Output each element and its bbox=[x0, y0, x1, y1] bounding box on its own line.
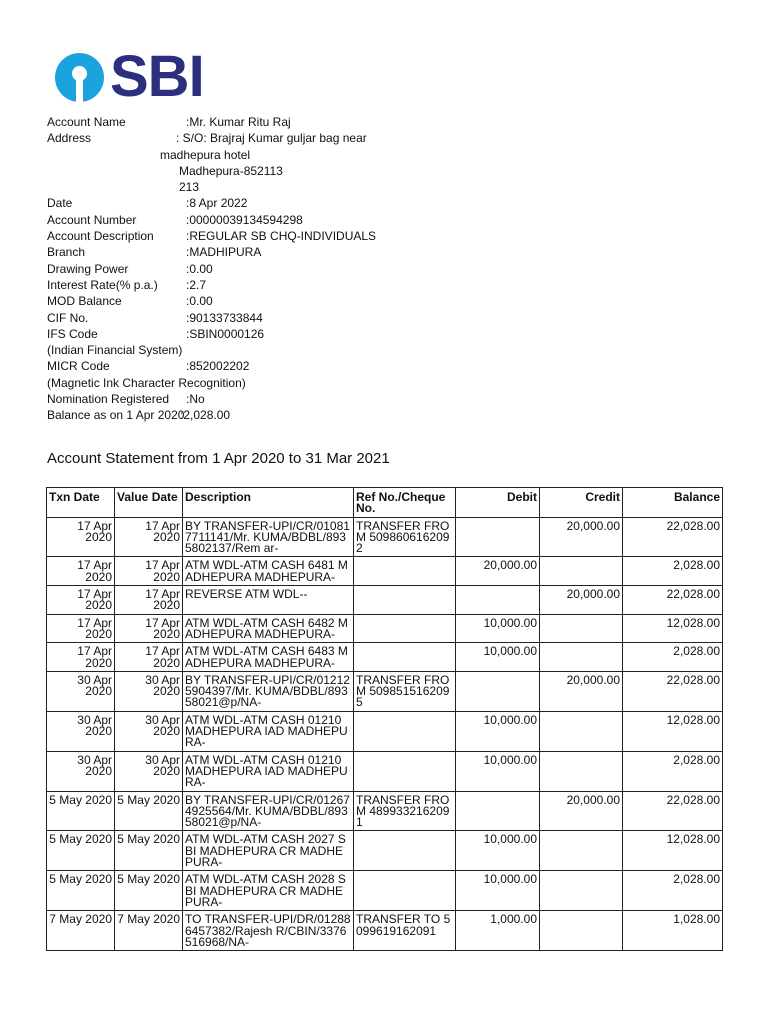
table-row bbox=[47, 586, 723, 615]
cell-debit bbox=[456, 791, 540, 831]
address-line-1: : S/O: Brajraj Kumar guljar bag near bbox=[176, 131, 367, 146]
table-row bbox=[47, 671, 723, 711]
cell-txn-date: 7 May 2020 bbox=[47, 911, 115, 951]
cell-credit bbox=[540, 643, 623, 672]
cell-value-date: 5 May 2020 bbox=[115, 871, 183, 911]
cell-credit: 20,000.00 bbox=[540, 791, 623, 831]
cell-balance: 1,028.00 bbox=[623, 911, 723, 951]
cell-description: ATM WDL-ATM CASH 6481 MADHEPURA MADHEPURA- bbox=[183, 557, 354, 586]
cell-debit bbox=[456, 671, 540, 711]
nomination-value: :No bbox=[186, 392, 205, 407]
cell-description: ATM WDL-ATM CASH 01210 MADHEPURA IAD MADHEPURA- bbox=[183, 751, 354, 791]
address-line-3: Madhepura-852113 bbox=[179, 163, 283, 178]
cell-txn-date: 17 Apr 2020 bbox=[47, 517, 115, 557]
cell-description: BY TRANSFER-UPI/CR/012125904397/Mr. KUMA/BDBL/89358021@p/NA- bbox=[183, 671, 354, 711]
cell-credit bbox=[540, 614, 623, 643]
cell-ref bbox=[354, 614, 456, 643]
cell-credit bbox=[540, 911, 623, 951]
cell-txn-date: 17 Apr 2020 bbox=[47, 586, 115, 615]
cell-value-date: 17 Apr 2020 bbox=[115, 557, 183, 586]
account-number-value: :00000039134594298 bbox=[186, 212, 303, 227]
account-name-label: Account Name bbox=[47, 115, 126, 129]
cell-ref bbox=[354, 643, 456, 672]
opening-balance-value: :2,028.00 bbox=[180, 408, 231, 423]
mod-balance-label: MOD Balance bbox=[47, 294, 122, 309]
cell-description: ATM WDL-ATM CASH 01210 MADHEPURA IAD MADHEPURA- bbox=[183, 711, 354, 751]
table-row bbox=[47, 517, 723, 557]
ifs-code-value: :SBIN0000126 bbox=[186, 326, 265, 341]
cell-ref: TRANSFER FROM 5098606162092 bbox=[354, 517, 456, 557]
table-row bbox=[47, 831, 723, 871]
account-name-value: :Mr. Kumar Ritu Raj bbox=[186, 115, 291, 129]
cell-balance: 2,028.00 bbox=[623, 643, 723, 672]
statement-title: Account Statement from 1 Apr 2020 to 31 Mar 2021 bbox=[47, 450, 390, 467]
cell-value-date: 17 Apr 2020 bbox=[115, 517, 183, 557]
mod-balance-value: :0.00 bbox=[186, 294, 213, 309]
cell-credit bbox=[540, 751, 623, 791]
address-label: Address bbox=[47, 131, 92, 146]
cell-balance: 22,028.00 bbox=[623, 586, 723, 615]
sbi-keyhole-icon bbox=[55, 53, 104, 102]
sbi-logo bbox=[55, 44, 204, 109]
cell-description: BY TRANSFER-UPI/CR/010817711141/Mr. KUMA/BDBL/8935802137/Rem ar- bbox=[183, 517, 354, 557]
cif-value: :90133733844 bbox=[186, 310, 263, 325]
cell-ref: TRANSFER FROM 4899332162091 bbox=[354, 791, 456, 831]
cell-balance: 12,028.00 bbox=[623, 614, 723, 643]
nomination-label: Nomination Registered bbox=[47, 392, 170, 407]
ifs-code-label: IFS Code bbox=[47, 326, 98, 341]
cell-ref bbox=[354, 586, 456, 615]
table-row bbox=[47, 791, 723, 831]
micr-code-label: MICR Code bbox=[47, 359, 110, 374]
cell-description: ATM WDL-ATM CASH 2027 SBI MADHEPURA CR MADHEPURA- bbox=[183, 831, 354, 871]
cell-value-date: 30 Apr 2020 bbox=[115, 751, 183, 791]
ifs-note: (Indian Financial System) bbox=[47, 343, 183, 358]
interest-rate-value: :2.7 bbox=[186, 277, 207, 292]
cell-balance: 2,028.00 bbox=[623, 751, 723, 791]
cell-debit: 10,000.00 bbox=[456, 831, 540, 871]
cell-ref: TRANSFER TO 5099619162091 bbox=[354, 911, 456, 951]
cell-balance: 12,028.00 bbox=[623, 831, 723, 871]
cell-value-date: 30 Apr 2020 bbox=[115, 711, 183, 751]
cell-txn-date: 17 Apr 2020 bbox=[47, 643, 115, 672]
cell-balance: 12,028.00 bbox=[623, 711, 723, 751]
cell-value-date: 5 May 2020 bbox=[115, 831, 183, 871]
micr-note: (Magnetic Ink Character Recognition) bbox=[47, 375, 246, 390]
cell-value-date: 30 Apr 2020 bbox=[115, 671, 183, 711]
cell-ref bbox=[354, 711, 456, 751]
cell-txn-date: 30 Apr 2020 bbox=[47, 671, 115, 711]
cell-ref: TRANSFER FROM 5098515162095 bbox=[354, 671, 456, 711]
cell-balance: 22,028.00 bbox=[623, 671, 723, 711]
cell-value-date: 7 May 2020 bbox=[115, 911, 183, 951]
cell-debit bbox=[456, 517, 540, 557]
cell-description: BY TRANSFER-UPI/CR/012674925564/Mr. KUMA/BDBL/89358021@p/NA- bbox=[183, 791, 354, 831]
cell-value-date: 17 Apr 2020 bbox=[115, 586, 183, 615]
cell-txn-date: 5 May 2020 bbox=[47, 791, 115, 831]
cell-txn-date: 30 Apr 2020 bbox=[47, 711, 115, 751]
address-line-2: madhepura hotel bbox=[160, 147, 251, 162]
cell-txn-date: 30 Apr 2020 bbox=[47, 751, 115, 791]
cell-description: TO TRANSFER-UPI/DR/012886457382/Rajesh R/CBIN/3376516968/NA- bbox=[183, 911, 354, 951]
cell-credit bbox=[540, 831, 623, 871]
cell-value-date: 5 May 2020 bbox=[115, 791, 183, 831]
cell-txn-date: 5 May 2020 bbox=[47, 831, 115, 871]
account-description-label: Account Description bbox=[47, 229, 154, 244]
table-row bbox=[47, 711, 723, 751]
cell-credit bbox=[540, 557, 623, 586]
cell-ref bbox=[354, 831, 456, 871]
branch-label: Branch bbox=[47, 245, 86, 260]
header-ref: Ref No./Cheque No. bbox=[354, 488, 456, 518]
account-number-label: Account Number bbox=[47, 212, 137, 227]
cell-ref bbox=[354, 751, 456, 791]
cell-balance: 22,028.00 bbox=[623, 517, 723, 557]
cell-description: REVERSE ATM WDL-- bbox=[183, 586, 354, 615]
date-label: Date bbox=[47, 196, 73, 211]
cell-credit bbox=[540, 711, 623, 751]
cell-debit: 10,000.00 bbox=[456, 871, 540, 911]
cell-balance: 2,028.00 bbox=[623, 557, 723, 586]
cell-debit: 1,000.00 bbox=[456, 911, 540, 951]
interest-rate-label: Interest Rate(% p.a.) bbox=[47, 277, 158, 292]
cell-description: ATM WDL-ATM CASH 6483 MADHEPURA MADHEPURA- bbox=[183, 643, 354, 672]
opening-balance-label: Balance as on 1 Apr 2020 bbox=[47, 408, 185, 423]
table-header-row bbox=[47, 488, 723, 518]
transactions-table bbox=[46, 487, 723, 951]
table-row bbox=[47, 643, 723, 672]
date-value: :8 Apr 2022 bbox=[186, 196, 248, 211]
cell-debit: 10,000.00 bbox=[456, 751, 540, 791]
cell-balance: 2,028.00 bbox=[623, 871, 723, 911]
cell-debit: 10,000.00 bbox=[456, 614, 540, 643]
cell-credit bbox=[540, 871, 623, 911]
header-value-date: Value Date bbox=[115, 488, 183, 518]
cell-credit: 20,000.00 bbox=[540, 517, 623, 557]
cell-debit: 20,000.00 bbox=[456, 557, 540, 586]
drawing-power-value: :0.00 bbox=[186, 261, 213, 276]
cell-balance: 22,028.00 bbox=[623, 791, 723, 831]
header-txn-date: Txn Date bbox=[47, 488, 115, 518]
cell-value-date: 17 Apr 2020 bbox=[115, 614, 183, 643]
branch-value: :MADHIPURA bbox=[186, 245, 262, 260]
cell-debit: 10,000.00 bbox=[456, 711, 540, 751]
micr-code-value: :852002202 bbox=[186, 359, 250, 374]
header-description: Description bbox=[183, 488, 354, 518]
cell-ref bbox=[354, 871, 456, 911]
drawing-power-label: Drawing Power bbox=[47, 261, 129, 276]
table-row bbox=[47, 557, 723, 586]
header-balance: Balance bbox=[623, 488, 723, 518]
cell-txn-date: 5 May 2020 bbox=[47, 871, 115, 911]
cell-ref bbox=[354, 557, 456, 586]
address-line-4: 213 bbox=[179, 180, 200, 195]
header-credit: Credit bbox=[540, 488, 623, 518]
cell-credit: 20,000.00 bbox=[540, 671, 623, 711]
table-row bbox=[47, 751, 723, 791]
sbi-logo-text: SBI bbox=[110, 44, 204, 109]
account-description-value: :REGULAR SB CHQ-INDIVIDUALS bbox=[186, 229, 377, 244]
table-row bbox=[47, 614, 723, 643]
cif-label: CIF No. bbox=[47, 310, 89, 325]
cell-description: ATM WDL-ATM CASH 6482 MADHEPURA MADHEPURA- bbox=[183, 614, 354, 643]
cell-txn-date: 17 Apr 2020 bbox=[47, 557, 115, 586]
cell-credit: 20,000.00 bbox=[540, 586, 623, 615]
cell-value-date: 17 Apr 2020 bbox=[115, 643, 183, 672]
table-row bbox=[47, 911, 723, 951]
cell-debit: 10,000.00 bbox=[456, 643, 540, 672]
cell-debit bbox=[456, 586, 540, 615]
cell-description: ATM WDL-ATM CASH 2028 SBI MADHEPURA CR MADHEPURA- bbox=[183, 871, 354, 911]
header-debit: Debit bbox=[456, 488, 540, 518]
cell-txn-date: 17 Apr 2020 bbox=[47, 614, 115, 643]
table-row bbox=[47, 871, 723, 911]
